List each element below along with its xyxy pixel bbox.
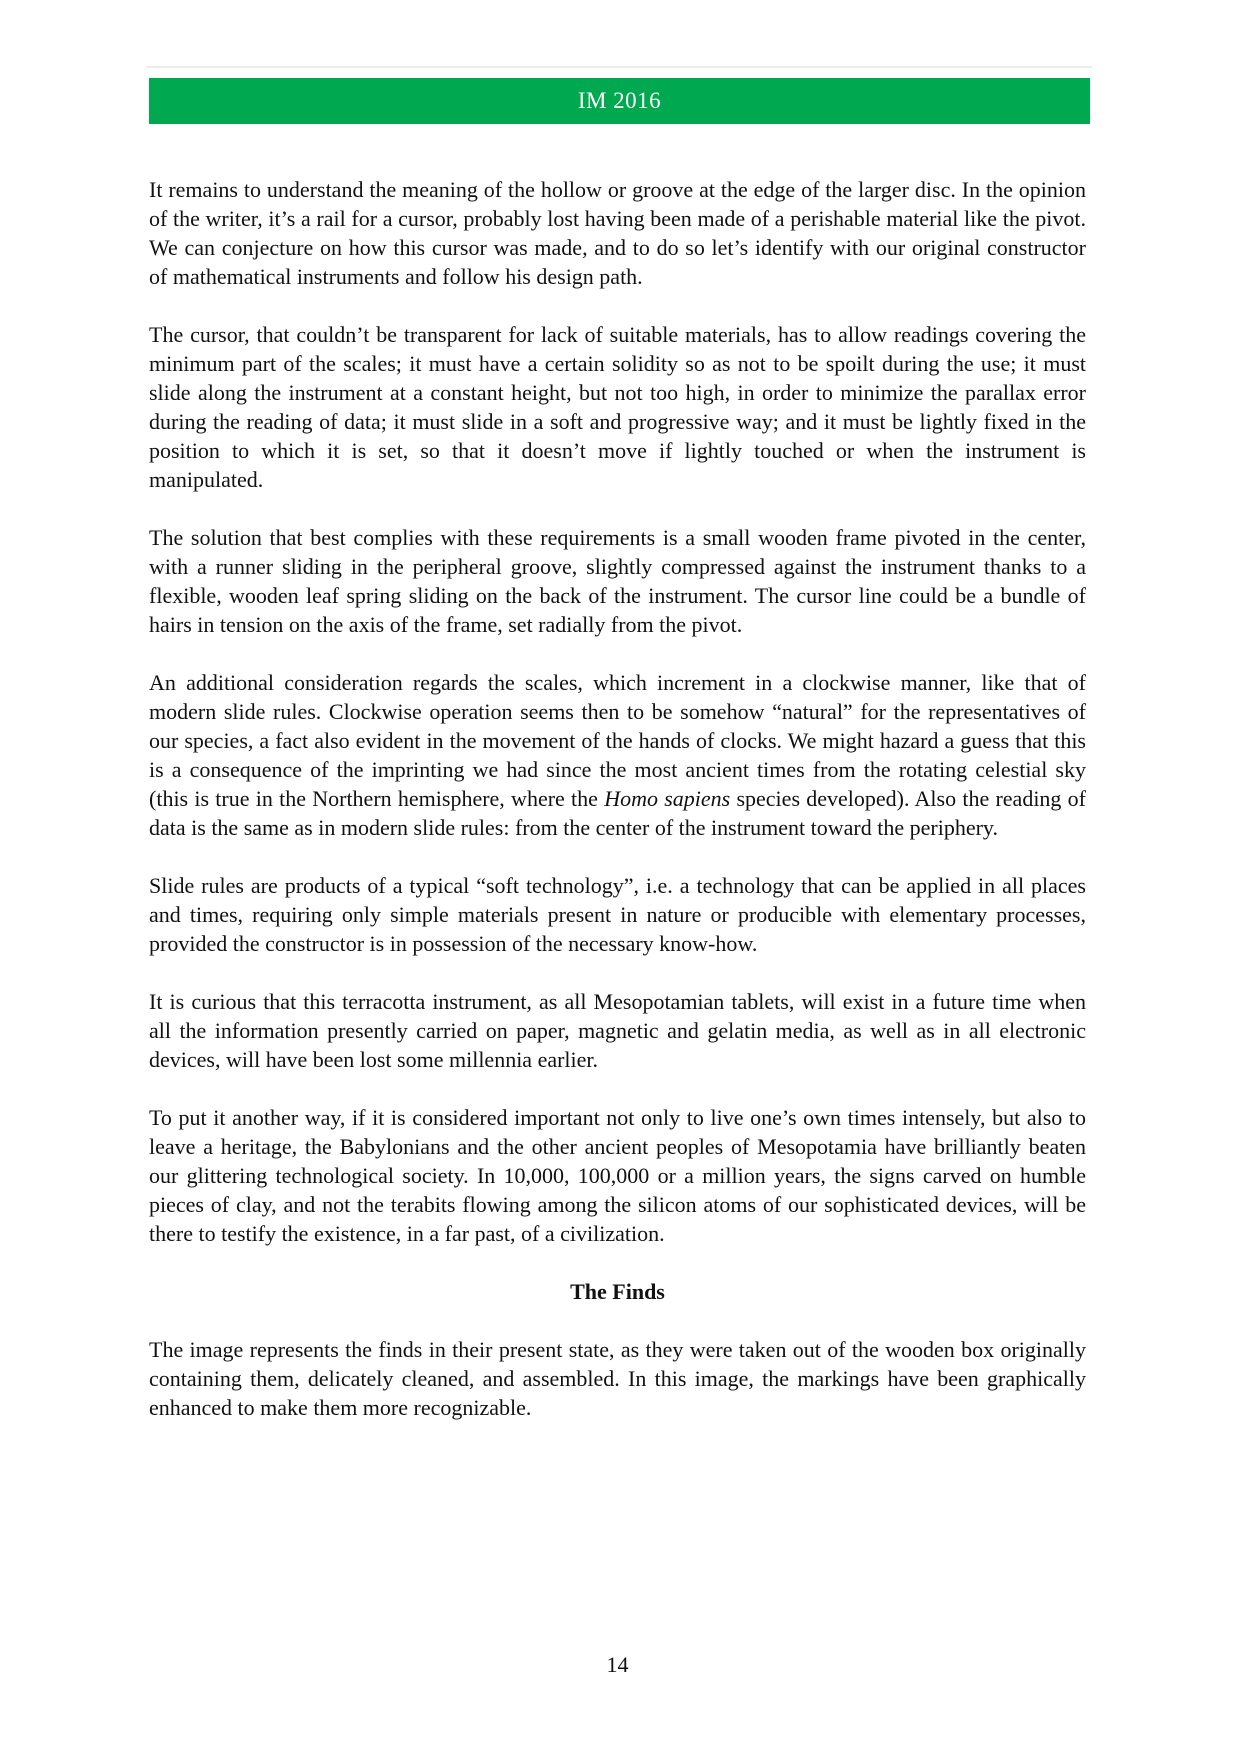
paragraph-wooden-frame-solution: The solution that best complies with these requirements is a small wooden frame pivoted in the center, with a runner sliding in the peripheral groove, slightly compressed against the instrument thanks to a flexible, wooden leaf spring sliding on the back of the instrument. The cursor line could be a bundle of hairs in tension on the axis of the frame, set radially from the pivot. [149,525,1086,637]
paragraph-terracotta-future: It is curious that this terracotta instrument, as all Mesopotamian tablets, will exist in a future time when all the information presently carried on paper, magnetic and gelatin media, as well as in all electronic devices, will have been lost some millennia earlier. [149,989,1086,1072]
paragraph-text: species developed). Also the reading of data is the same as in modern slide rules: from the center of the instrument toward the periphery. [149,786,1087,840]
page-footer [149,1650,1086,1679]
paragraph-clockwise-scales [149,668,1086,842]
paragraph-text: An additional consideration regards the scales, which increment in a clockwise manner, like that of modern slide rules. Clockwise operation seems then to be somehow “natural” for the representatives of our species, a fact also evident in the movement of the hands of clocks. We might hazard a guess that this is a consequence of the imprinting we had since the most ancient times from the rotating celestial sky (this is true in the Northern hemisphere, where the [149,670,1086,811]
homo-sapiens-italic: Homo sapiens [604,786,731,811]
paragraph-soft-technology: Slide rules are products of a typical “soft technology”, i.e. a technology that can be applied in all places and times, requiring only simple materials present in nature or producible with elementary processes, provided the constructor is in possession of the necessary know-how. [149,873,1086,956]
paragraph-finds-image: The image represents the finds in their present state, as they were taken out of the wooden box originally containing them, delicately cleaned, and assembled. In this image, the markings have been graphically enhanced to make them more recognizable. [149,1337,1086,1420]
page-number: 14 [606,1652,629,1677]
journal-title: IM 2016 [577,88,662,113]
paragraph-cursor-requirements: The cursor, that couldn’t be transparent for lack of suitable materials, has to allow readings covering the minimum part of the scales; it must have a certain solidity so as not to be spoilt during the use; it must slide along the instrument at a constant height, but not too high, in order to minimize the parallax error during the reading of data; it must slide in a soft and progressive way; and it must be lightly fixed in the position to which it is set, so that it doesn’t move if lightly touched or when the instrument is manipulated. [149,322,1086,492]
section-heading-the-finds: The Finds [570,1279,665,1304]
journal-header-bar [149,78,1090,124]
header-top-rule [146,66,1092,68]
paragraph-cursor-groove: It remains to understand the meaning of the hollow or groove at the edge of the larger disc. In the opinion of the writer, it’s a rail for a cursor, probably lost having been made of a perishable material like the pivot. We can conjecture on how this cursor was made, and to do so let’s identify with our original constructor of mathematical instruments and follow his design path. [149,177,1086,289]
paragraph-heritage-babylonians: To put it another way, if it is considered important not only to live one’s own times intensely, but also to leave a heritage, the Babylonians and the other ancient peoples of Mesopotamia have brilliantly beaten our glittering technological society. In 10,000, 100,000 or a million years, the signs carved on humble pieces of clay, and not the terabits flowing among the silicon atoms of our sophisticated devices, will be there to testify the existence, in a far past, of a civilization. [149,1105,1086,1246]
page-body [149,175,1086,1451]
